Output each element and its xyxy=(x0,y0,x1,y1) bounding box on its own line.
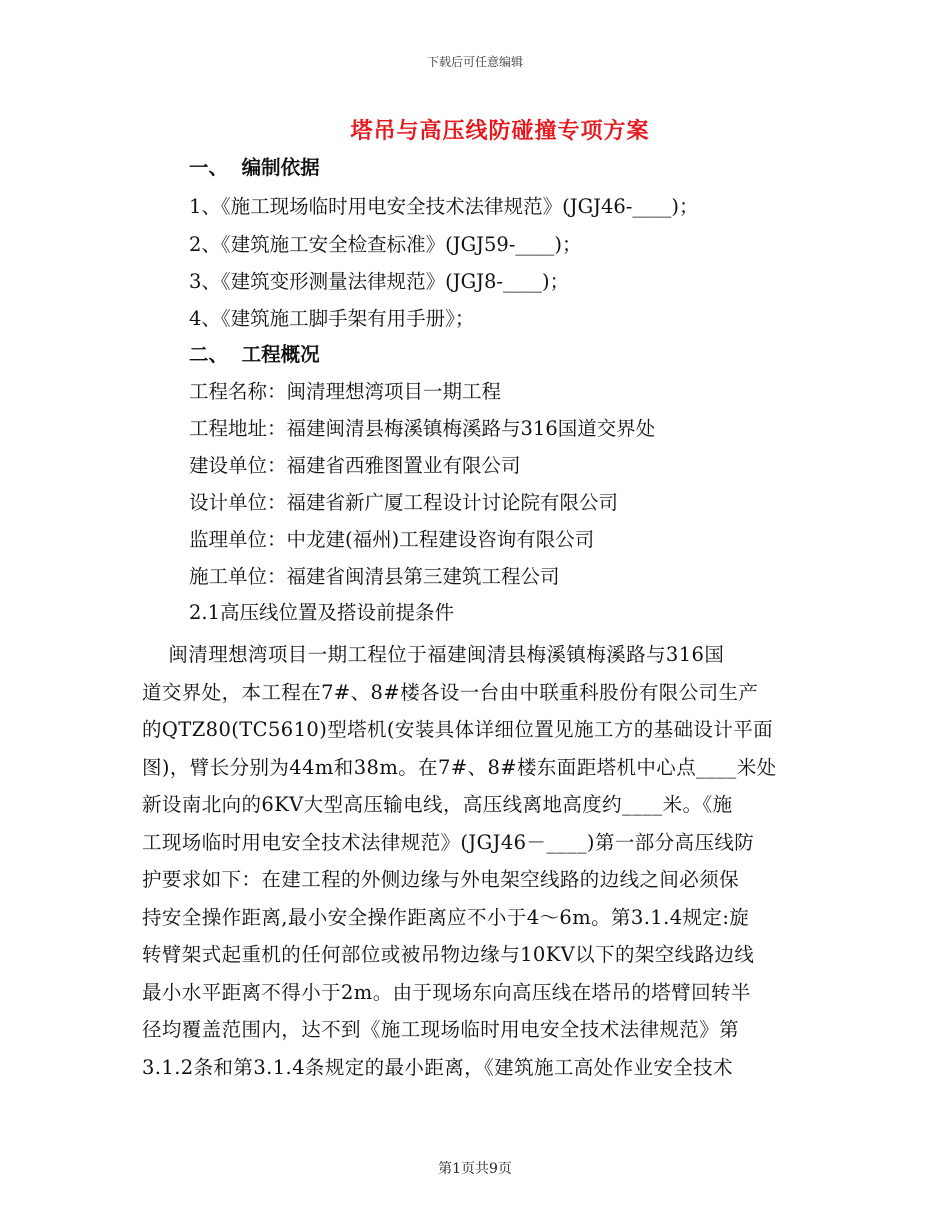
basis-item-3: 3、《建筑变形测量法律规范》(JGJ8-____)； xyxy=(189,270,570,293)
basis-item-1: 1、《施工现场临时用电安全技术法律规范》(JGJ46-____)； xyxy=(189,195,699,218)
paragraph-line: 径均覆盖范围内，达不到《施工现场临时用电安全技术法律规范》第 xyxy=(142,1018,740,1041)
paragraph-line: 最小水平距离不得小于2m。由于现场东向高压线在塔吊的塔臂回转半 xyxy=(142,980,751,1004)
paragraph-line: 转臂架式起重机的任何部位或被吊物边缘与10KV以下的架空线路边线 xyxy=(142,943,755,966)
field-contractor: 施工单位：福建省闽清县第三建筑工程公司 xyxy=(189,565,560,588)
page-header-note: 下载后可任意编辑 xyxy=(426,55,523,69)
paragraph-line: 闽清理想湾项目一期工程位于福建闽清县梅溪镇梅溪路与316国 xyxy=(142,643,725,666)
basis-item-4: 4、《建筑施工脚手架有用手册》； xyxy=(189,307,475,330)
paragraph-line: 持安全操作距离,最小安全操作距离应不小于4～6m。第3.1.4规定:旋 xyxy=(142,905,750,929)
basis-item-2: 2、《建筑施工安全检查标准》(JGJ59-____)； xyxy=(189,233,582,256)
paragraph-line: 3.1.2条和第3.1.4条规定的最小距离，《建筑施工高处作业安全技术 xyxy=(142,1055,733,1079)
document-title: 塔吊与高压线防碰撞专项方案 xyxy=(350,118,650,144)
page-number: 第1页共9页 xyxy=(438,1161,512,1177)
section-heading-basis: 一、 编制依据 xyxy=(189,156,320,179)
field-designer: 设计单位：福建省新广厦工程设计讨论院有限公司 xyxy=(189,491,619,514)
paragraph-line: 工现场临时用电安全技术法律规范》(JGJ46－____)第一部分高压线防 xyxy=(142,830,755,854)
paragraph-line: 的QTZ80(TC5610)型塔机(安装具体详细位置见施工方的基础设计平面 xyxy=(142,718,774,741)
field-owner: 建设单位：福建省西雅图置业有限公司 xyxy=(189,454,521,477)
paragraph-line: 护要求如下：在建工程的外侧边缘与外电架空线路的边线之间必须保 xyxy=(142,868,740,891)
field-supervisor: 监理单位：中龙建(福州)工程建设咨询有限公司 xyxy=(189,528,595,551)
paragraph-line: 新设南北向的6KV大型高压输电线，高压线离地高度约____米。《施 xyxy=(142,793,733,816)
paragraph-line: 图)，臂长分别为44m和38m。在7#、8#楼东面距塔机中心点____米处 xyxy=(142,755,777,779)
subsection-heading: 2.1高压线位置及搭设前提条件 xyxy=(189,601,455,624)
field-project-name: 工程名称：闽清理想湾项目一期工程 xyxy=(189,380,502,403)
paragraph-line: 道交界处，本工程在7#、8#楼各设一台由中联重科股份有限公司生产 xyxy=(142,680,759,704)
field-project-address: 工程地址：福建闽清县梅溪镇梅溪路与316国道交界处 xyxy=(189,417,656,440)
overview-paragraph xyxy=(142,636,812,1086)
section-heading-overview: 二、 工程概况 xyxy=(189,343,320,366)
